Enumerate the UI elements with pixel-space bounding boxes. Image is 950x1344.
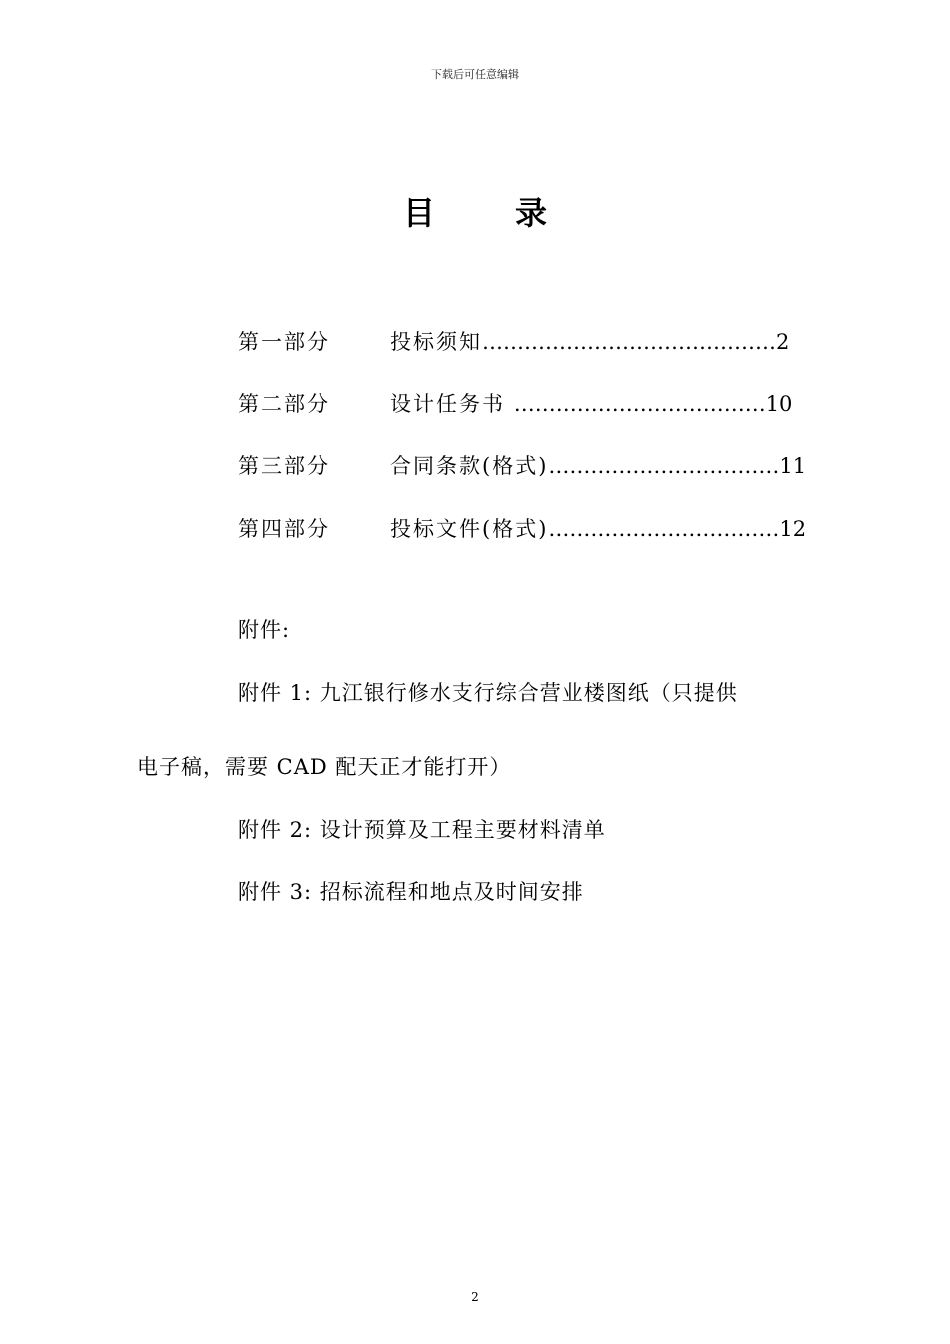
toc-entry-1[interactable] xyxy=(238,327,789,357)
attachment-1-line-1: 附件 1: 九江银行修水支行综合营业楼图纸（只提供 xyxy=(238,681,738,705)
toc-entry-3[interactable] xyxy=(238,451,806,481)
toc-entry-2[interactable] xyxy=(238,389,792,419)
toc-leader: …………………………… xyxy=(548,454,780,478)
toc-page: 12 xyxy=(779,517,807,541)
toc-part: 第四部分 xyxy=(238,517,330,541)
toc-page: 2 xyxy=(776,330,790,354)
toc-leader: ……………………………… xyxy=(513,392,766,416)
attachment-1-line-2: 电子稿，需要 CAD 配天正才能打开） xyxy=(137,755,512,779)
toc-page: 10 xyxy=(765,392,793,416)
toc-name: 投标须知 xyxy=(390,330,482,354)
toc-name: 设计任务书 xyxy=(390,392,514,416)
attachment-3: 附件 3: 招标流程和地点及时间安排 xyxy=(238,880,584,904)
toc-title xyxy=(0,188,950,234)
toc-name: 合同条款(格式) xyxy=(390,454,549,478)
toc-leader: …………………………………… xyxy=(482,330,776,354)
toc-entry-4[interactable] xyxy=(238,514,806,544)
toc-name: 投标文件(格式) xyxy=(390,517,549,541)
page-number: 2 xyxy=(471,1290,479,1304)
attachment-2: 附件 2: 设计预算及工程主要材料清单 xyxy=(238,818,606,842)
toc-part: 第二部分 xyxy=(238,392,330,416)
toc-page: 11 xyxy=(779,454,807,478)
attachments-heading: 附件: xyxy=(238,618,291,642)
toc-leader: …………………………… xyxy=(548,517,780,541)
toc-part: 第三部分 xyxy=(238,454,330,478)
page-header: 下载后可任意编辑 xyxy=(431,68,519,81)
title-char-left: 目 xyxy=(402,194,435,232)
title-char-right: 录 xyxy=(515,194,548,232)
toc-part: 第一部分 xyxy=(238,330,330,354)
